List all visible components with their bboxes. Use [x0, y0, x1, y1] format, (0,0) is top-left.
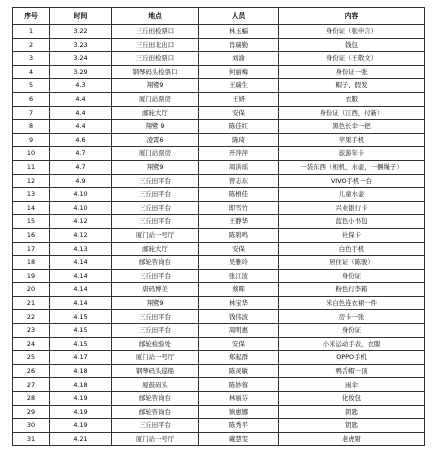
cell-location: 三丘田检票口: [112, 25, 199, 39]
cell-location: 厦门站一号厅: [112, 351, 199, 365]
cell-time: 4.15: [50, 310, 112, 324]
cell-person: 林玉蝠: [199, 25, 279, 39]
cell-person: 陈碧鸣: [199, 228, 279, 242]
cell-index: 12: [13, 174, 50, 188]
cell-content: 黑色长伞一把: [279, 120, 425, 134]
cell-content: OPPO手机: [279, 351, 425, 365]
cell-person: 张江波: [199, 269, 279, 283]
table-row: [13, 52, 425, 66]
cell-location: 唐码博美: [112, 283, 199, 297]
table-row: [13, 378, 425, 392]
cell-location: 三丘田检票口: [112, 52, 199, 66]
cell-time: 4.17: [50, 351, 112, 365]
cell-index: 1: [13, 25, 50, 39]
cell-person: 即雪竹: [199, 201, 279, 215]
header-location: 地点: [112, 8, 199, 25]
cell-time: 4.14: [50, 256, 112, 270]
cell-location: 翔鹭9: [112, 296, 199, 310]
cell-person: 刘渝: [199, 52, 279, 66]
table-row: [13, 419, 425, 433]
cell-person: 王妍: [199, 92, 279, 106]
cell-person: 陈琦: [199, 133, 279, 147]
cell-content: 社保卡: [279, 228, 425, 242]
cell-time: 4.19: [50, 392, 112, 406]
cell-time: 4.15: [50, 324, 112, 338]
cell-location: 厦门站一号厅: [112, 432, 199, 446]
cell-location: 邮轮咨询台: [112, 405, 199, 419]
cell-time: 4.7: [50, 147, 112, 161]
cell-index: 14: [13, 201, 50, 215]
cell-time: 4.3: [50, 79, 112, 93]
cell-time: 4.19: [50, 405, 112, 419]
table-row: [13, 324, 425, 338]
cell-content: 身份证: [279, 324, 425, 338]
cell-content: 兴业银行卡: [279, 201, 425, 215]
table-row: [13, 405, 425, 419]
cell-person: 周明惠: [199, 324, 279, 338]
cell-time: 4.4: [50, 106, 112, 120]
table-body: [13, 25, 425, 446]
cell-time: 4.21: [50, 432, 112, 446]
cell-person: 陈妙蓉: [199, 378, 279, 392]
cell-location: 三丘田平台: [112, 188, 199, 202]
table-row: [13, 133, 425, 147]
table-row: [13, 269, 425, 283]
cell-content: 一袋东西（相机，水壶，一捆绳子）: [279, 160, 425, 174]
cell-time: 4.12: [50, 228, 112, 242]
cell-location: 三丘田平台: [112, 269, 199, 283]
cell-index: 3: [13, 52, 50, 66]
cell-content: 身份证: [279, 269, 425, 283]
cell-person: 郑起群: [199, 351, 279, 365]
cell-location: 厦门站一号厅: [112, 228, 199, 242]
cell-time: 3.23: [50, 38, 112, 52]
cell-location: 邮轮大厅: [112, 242, 199, 256]
cell-index: 31: [13, 432, 50, 446]
cell-index: 11: [13, 160, 50, 174]
table-row: [13, 65, 425, 79]
cell-index: 6: [13, 92, 50, 106]
cell-content: 帽子、假发: [279, 79, 425, 93]
cell-person: 林宝华: [199, 296, 279, 310]
cell-index: 13: [13, 188, 50, 202]
cell-location: 三丘田平台: [112, 419, 199, 433]
cell-time: 4.6: [50, 133, 112, 147]
cell-content: VIVO手机一台: [279, 174, 425, 188]
cell-index: 9: [13, 133, 50, 147]
cell-index: 19: [13, 269, 50, 283]
lost-items-table: [12, 7, 425, 446]
cell-person: 戴慧雯: [199, 432, 279, 446]
cell-index: 4: [13, 65, 50, 79]
cell-location: 三丘田北出口: [112, 38, 199, 52]
cell-person: 安保: [199, 242, 279, 256]
cell-location: 翔鹭 9: [112, 120, 199, 134]
cell-time: 4.14: [50, 269, 112, 283]
table-row: [13, 351, 425, 365]
cell-content: 雨伞: [279, 378, 425, 392]
cell-person: 蔡晖: [199, 283, 279, 297]
cell-time: 4.10: [50, 188, 112, 202]
cell-content: 白色手机: [279, 242, 425, 256]
cell-content: 蓝色小书包: [279, 215, 425, 229]
cell-time: 4.14: [50, 283, 112, 297]
cell-location: 三丘田平台: [112, 201, 199, 215]
cell-person: 陈佳红: [199, 120, 279, 134]
table-row: [13, 392, 425, 406]
cell-index: 17: [13, 242, 50, 256]
cell-person: 吴雅玲: [199, 256, 279, 270]
cell-time: 4.19: [50, 419, 112, 433]
cell-index: 24: [13, 337, 50, 351]
cell-time: 3.24: [50, 52, 112, 66]
header-person: 人员: [199, 8, 279, 25]
cell-content: 苹果手机: [279, 133, 425, 147]
cell-location: 凌霄6: [112, 133, 199, 147]
table-row: [13, 120, 425, 134]
cell-time: 4.18: [50, 364, 112, 378]
cell-index: 8: [13, 120, 50, 134]
cell-time: 4.4: [50, 92, 112, 106]
cell-time: 4.14: [50, 296, 112, 310]
cell-index: 26: [13, 364, 50, 378]
cell-location: 翔鹭9: [112, 160, 199, 174]
cell-content: 钱包: [279, 38, 425, 52]
table-row: [13, 25, 425, 39]
cell-location: 三丘田平台: [112, 174, 199, 188]
table-row: [13, 79, 425, 93]
cell-location: 邮轮咨询台: [112, 256, 199, 270]
cell-content: 身份证（王敬文）: [279, 52, 425, 66]
cell-location: 邮轮大厅: [112, 106, 199, 120]
cell-time: 4.7: [50, 160, 112, 174]
cell-location: 三丘田平台: [112, 324, 199, 338]
cell-person: 镇惠娜: [199, 405, 279, 419]
cell-person: 肖瑞勤: [199, 38, 279, 52]
table-header-row: [13, 8, 425, 25]
cell-location: 三丘田平台: [112, 310, 199, 324]
cell-content: 居住证（陈骏）: [279, 256, 425, 270]
cell-time: 4.12: [50, 215, 112, 229]
cell-person: 安保: [199, 337, 279, 351]
table-row: [13, 174, 425, 188]
cell-time: 4.10: [50, 201, 112, 215]
cell-person: 开萍萍: [199, 147, 279, 161]
cell-content: 身份证一张: [279, 65, 425, 79]
table-row: [13, 38, 425, 52]
cell-content: 小米运动手表，衣服: [279, 337, 425, 351]
cell-content: 化妆包: [279, 392, 425, 406]
cell-index: 22: [13, 310, 50, 324]
cell-index: 20: [13, 283, 50, 297]
cell-person: 钱伟波: [199, 310, 279, 324]
table-row: [13, 364, 425, 378]
cell-content: 米白色连衣裙一件: [279, 296, 425, 310]
table-row: [13, 310, 425, 324]
cell-person: 安保: [199, 106, 279, 120]
table-row: [13, 432, 425, 446]
cell-index: 7: [13, 106, 50, 120]
cell-person: 陈梧佳: [199, 188, 279, 202]
cell-index: 25: [13, 351, 50, 365]
cell-time: 4.13: [50, 242, 112, 256]
cell-index: 27: [13, 378, 50, 392]
cell-person: 王静华: [199, 215, 279, 229]
cell-time: 4.9: [50, 174, 112, 188]
cell-time: 4.18: [50, 378, 112, 392]
cell-content: 老虎钳: [279, 432, 425, 446]
header-content: 内容: [279, 8, 425, 25]
cell-person: 王瑞生: [199, 79, 279, 93]
cell-index: 29: [13, 405, 50, 419]
table-row: [13, 228, 425, 242]
cell-location: 三丘田平台: [112, 215, 199, 229]
cell-location: 厦鼓码头: [112, 378, 199, 392]
cell-location: 邮轮检验处: [112, 337, 199, 351]
cell-person: 陈灵敏: [199, 364, 279, 378]
cell-location: 厦门站票房: [112, 147, 199, 161]
cell-content: 衣服: [279, 92, 425, 106]
table-row: [13, 92, 425, 106]
cell-location: 钢琴码头检票口: [112, 65, 199, 79]
cell-time: 3.29: [50, 65, 112, 79]
cell-content: 鸭舌帽一顶: [279, 364, 425, 378]
table-row: [13, 256, 425, 270]
cell-index: 16: [13, 228, 50, 242]
cell-content: 房卡一张: [279, 310, 425, 324]
cell-index: 18: [13, 256, 50, 270]
table-row: [13, 106, 425, 120]
cell-content: 旅游年卡: [279, 147, 425, 161]
cell-index: 10: [13, 147, 50, 161]
table-row: [13, 242, 425, 256]
cell-time: 3.22: [50, 25, 112, 39]
cell-time: 4.15: [50, 337, 112, 351]
cell-time: 4.4: [50, 120, 112, 134]
cell-index: 5: [13, 79, 50, 93]
table-row: [13, 188, 425, 202]
table-row: [13, 160, 425, 174]
table-row: [13, 283, 425, 297]
header-time: 时间: [50, 8, 112, 25]
cell-person: 何丽梅: [199, 65, 279, 79]
cell-content: 粉色行李箱: [279, 283, 425, 297]
cell-content: 身份证（江西，付新）: [279, 106, 425, 120]
cell-person: 曾志东: [199, 174, 279, 188]
cell-index: 30: [13, 419, 50, 433]
cell-content: 儿童水壶: [279, 188, 425, 202]
header-index: 序号: [13, 8, 50, 25]
cell-content: 身份证（张申言）: [279, 25, 425, 39]
cell-person: 林丽芬: [199, 392, 279, 406]
cell-index: 2: [13, 38, 50, 52]
cell-content: 钥匙: [279, 419, 425, 433]
cell-person: 周洪瑶: [199, 160, 279, 174]
cell-index: 21: [13, 296, 50, 310]
table-row: [13, 337, 425, 351]
cell-location: 钢琴码头巡船: [112, 364, 199, 378]
cell-person: 陈秀平: [199, 419, 279, 433]
cell-index: 28: [13, 392, 50, 406]
cell-content: 钥匙: [279, 405, 425, 419]
table-row: [13, 296, 425, 310]
table-row: [13, 215, 425, 229]
cell-index: 15: [13, 215, 50, 229]
table-row: [13, 147, 425, 161]
cell-location: 翔鹭9: [112, 79, 199, 93]
cell-location: 邮轮咨询台: [112, 392, 199, 406]
cell-location: 厦门站票房: [112, 92, 199, 106]
table-row: [13, 201, 425, 215]
cell-index: 23: [13, 324, 50, 338]
